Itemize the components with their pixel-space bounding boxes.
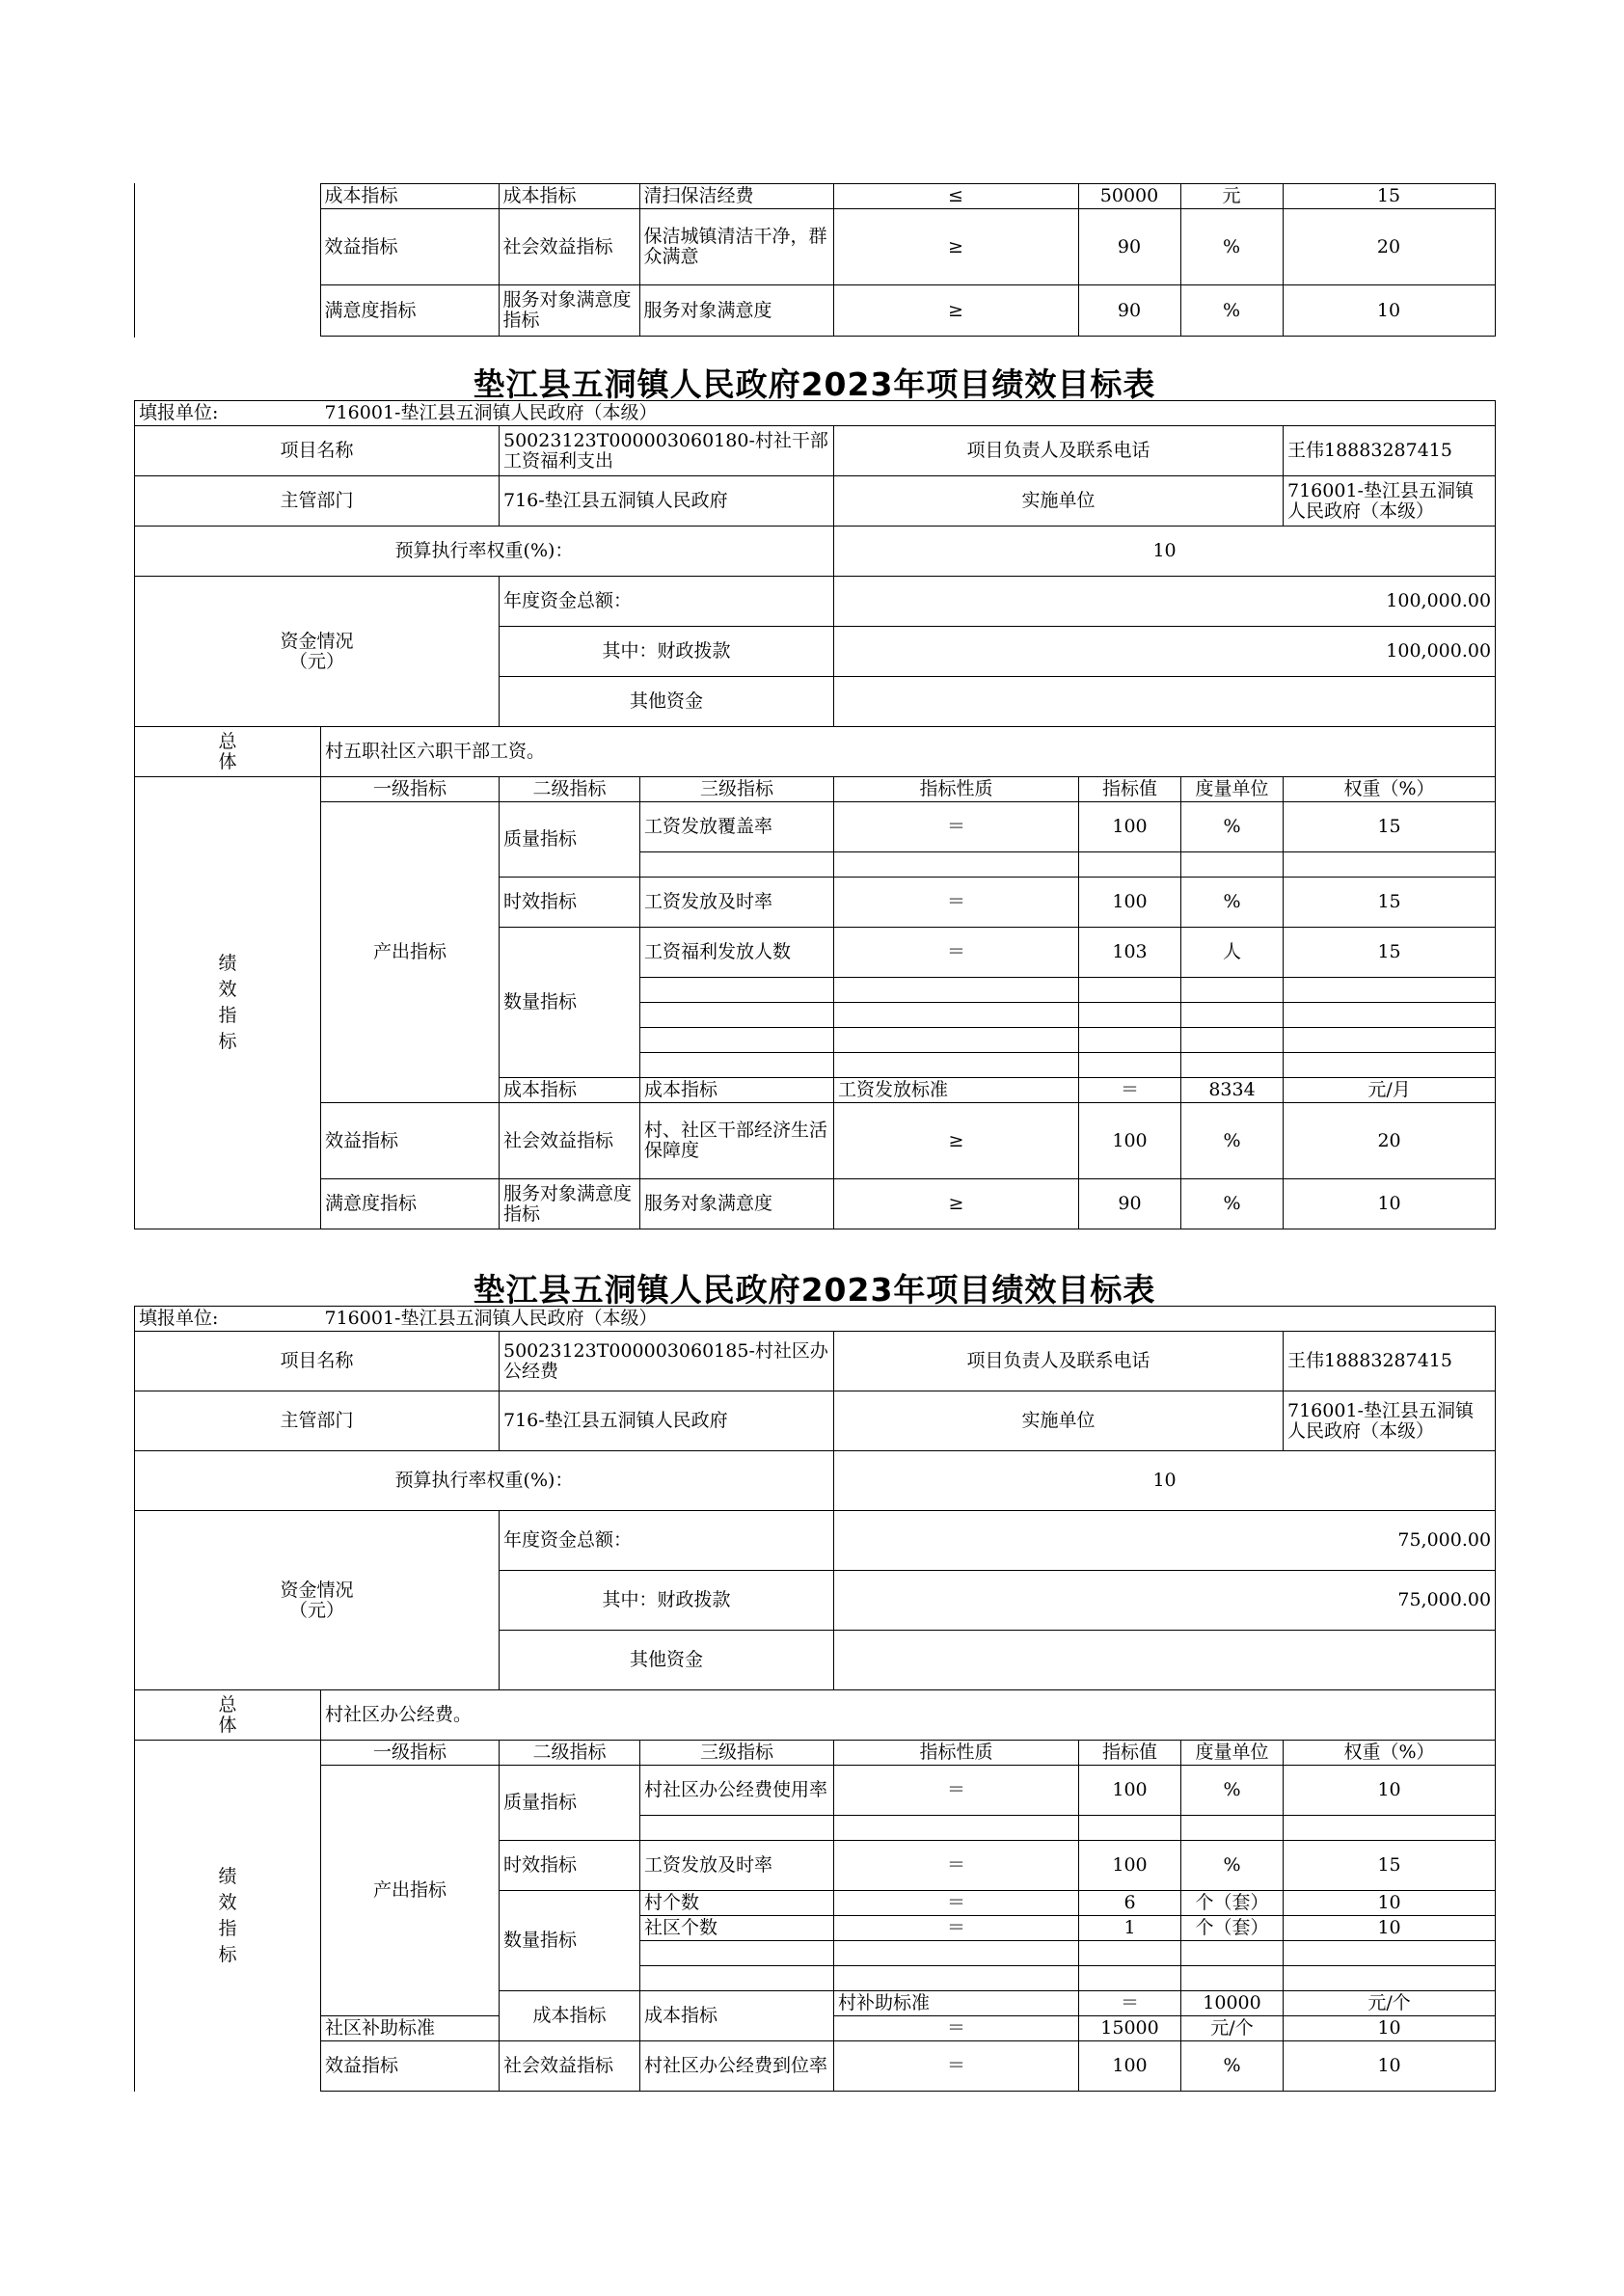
funds-label (135, 1511, 500, 1690)
budget-weight-value: 10 (834, 527, 1496, 577)
l3-cell: 清扫保洁经费 (639, 184, 833, 209)
value-cell: 90 (1078, 285, 1180, 337)
unit-cell: % (1181, 1179, 1284, 1229)
impl-label: 实施单位 (834, 476, 1284, 527)
fiscal-label: 其中：财政拨款 (500, 1571, 834, 1631)
quantity-label: 数量指标 (500, 1891, 640, 1991)
unit-cell: 元/月 (1284, 1078, 1496, 1103)
table-row (135, 1511, 1496, 1571)
dept-value: 716-垫江县五洞镇人民政府 (500, 476, 834, 527)
table-row (135, 1766, 1496, 1816)
header-value: 指标值 (1079, 777, 1181, 802)
table-row (135, 527, 1496, 577)
table-row (135, 426, 1496, 476)
overall-value: 村社区办公经费。 (321, 1690, 1496, 1741)
overall-char: 体 (218, 1714, 237, 1736)
header-weight: 权重（%） (1284, 777, 1496, 802)
unit-cell: % (1181, 878, 1284, 928)
dept-label: 主管部门 (135, 1391, 500, 1451)
quality-label: 质量指标 (500, 802, 640, 878)
unit-cell: % (1181, 1103, 1284, 1179)
table-row (135, 1451, 1496, 1511)
budget-weight-label: 预算执行率权重(%)： (135, 527, 834, 577)
unit-cell: 个（套） (1181, 1916, 1284, 1941)
header-nature: 指标性质 (834, 777, 1079, 802)
top-fragment-table (134, 183, 1496, 337)
weight-cell: 15 (1284, 1841, 1496, 1891)
l3-cell: 工资发放及时率 (640, 878, 834, 928)
social-label: 社会效益指标 (500, 2041, 640, 2092)
timeliness-label: 时效指标 (500, 1841, 640, 1891)
fiscal-label: 其中：财政拨款 (500, 627, 834, 677)
timeliness-label: 时效指标 (500, 878, 640, 928)
header-weight: 权重（%） (1284, 1741, 1496, 1766)
table-row (134, 209, 1495, 285)
table-row (135, 1307, 1496, 1332)
unit-cell: % (1181, 1766, 1284, 1816)
budget-weight-label: 预算执行率权重(%)： (135, 1451, 834, 1511)
perf-char: 效 (218, 979, 237, 1000)
funds-title: 资金情况 (280, 630, 354, 652)
l3-cell: 服务对象满意度 (639, 285, 833, 337)
funds-unit: （元） (288, 1599, 344, 1621)
header-l3: 三级指标 (640, 1741, 834, 1766)
l3-cell: 村补助标准 (834, 1991, 1079, 2016)
value-cell: 6 (1079, 1891, 1181, 1916)
other-value (834, 1631, 1496, 1690)
impl-value: 716001-垫江县五洞镇人民政府（本级） (1284, 476, 1496, 527)
l3-cell: 工资发放覆盖率 (640, 802, 834, 852)
l3-cell: 工资福利发放人数 (640, 928, 834, 978)
header-l3: 三级指标 (640, 777, 834, 802)
fill-unit-label: 填报单位: (135, 1307, 321, 1332)
funds-title: 资金情况 (280, 1579, 354, 1601)
header-nature: 指标性质 (834, 1741, 1079, 1766)
unit-cell: % (1181, 1841, 1284, 1891)
weight-cell: 15 (1284, 928, 1496, 978)
value-cell: 100 (1079, 1766, 1181, 1816)
unit-cell: 人 (1181, 928, 1284, 978)
nature-cell: ＝ (834, 1916, 1079, 1941)
l2-cell: 服务对象满意度指标 (499, 285, 639, 337)
table-row (135, 577, 1496, 627)
value-cell: 50000 (1078, 184, 1180, 209)
satisfaction-label: 满意度指标 (321, 1179, 500, 1229)
header-unit: 度量单位 (1181, 777, 1284, 802)
table-row (135, 401, 1496, 426)
quantity-label: 数量指标 (500, 928, 640, 1078)
table-row (135, 2041, 1496, 2092)
value-cell: 15000 (1079, 2016, 1181, 2041)
perf-char: 效 (218, 1891, 237, 1913)
unit-cell: 元/个 (1284, 1991, 1496, 2016)
l1-cell: 效益指标 (320, 209, 499, 285)
social-label: 社会效益指标 (500, 1103, 640, 1179)
dept-value: 716-垫江县五洞镇人民政府 (500, 1391, 834, 1451)
value-cell: 8334 (1181, 1078, 1284, 1103)
project-name-value: 50023123T000003060180-村社干部工资福利支出 (500, 426, 834, 476)
weight-cell: 10 (1284, 1179, 1496, 1229)
nature-cell: ＝ (834, 928, 1079, 978)
value-cell: 90 (1078, 209, 1180, 285)
unit-cell: % (1181, 802, 1284, 852)
weight-cell: 15 (1283, 184, 1495, 209)
annual-label: 年度资金总额： (500, 1511, 834, 1571)
table-row (134, 184, 1495, 209)
contact-value: 王伟18883287415 (1284, 426, 1496, 476)
funds-label (135, 577, 500, 727)
budget-weight-value: 10 (834, 1451, 1496, 1511)
project-name-label: 项目名称 (135, 426, 500, 476)
perf-label (135, 777, 321, 1229)
l1-cell: 成本指标 (320, 184, 499, 209)
l3-cell: 村社区办公经费使用率 (640, 1766, 834, 1816)
weight-cell: 20 (1284, 1103, 1496, 1179)
header-l2: 二级指标 (500, 777, 640, 802)
perf-char: 绩 (218, 1865, 237, 1887)
weight-cell: 15 (1284, 878, 1496, 928)
weight-cell: 10 (1284, 2041, 1496, 2092)
nature-cell: ≥ (833, 209, 1078, 285)
table-header-row (135, 1741, 1496, 1766)
project-name-label: 项目名称 (135, 1332, 500, 1391)
unit-cell: % (1180, 285, 1283, 337)
table-row (135, 1103, 1496, 1179)
contact-label: 项目负责人及联系电话 (834, 426, 1284, 476)
fill-unit-value: 716001-垫江县五洞镇人民政府（本级） (321, 1307, 1496, 1332)
nature-cell: ＝ (834, 878, 1079, 928)
performance-table-2 (134, 1306, 1496, 2092)
nature-cell: ≤ (833, 184, 1078, 209)
annual-value: 75,000.00 (834, 1511, 1496, 1571)
l3-cell: 村、社区干部经济生活保障度 (640, 1103, 834, 1179)
value-cell: 90 (1079, 1179, 1181, 1229)
table-row (135, 727, 1496, 777)
contact-label: 项目负责人及联系电话 (834, 1332, 1284, 1391)
nature-cell: ＝ (834, 1891, 1079, 1916)
nature-cell: ＝ (834, 2041, 1079, 2092)
impl-label: 实施单位 (834, 1391, 1284, 1451)
weight-cell: 20 (1283, 209, 1495, 285)
table-row (134, 285, 1495, 337)
unit-cell: 个（套） (1181, 1891, 1284, 1916)
other-label: 其他资金 (500, 677, 834, 727)
funds-unit: （元） (288, 650, 344, 672)
l3-cell: 社区补助标准 (321, 2016, 500, 2041)
l3-cell: 工资发放及时率 (640, 1841, 834, 1891)
perf-char: 标 (218, 1031, 237, 1052)
l1-cell: 满意度指标 (320, 285, 499, 337)
header-l2: 二级指标 (500, 1741, 640, 1766)
table2-title: 垫江县五洞镇人民政府2023年项目绩效目标表 (473, 1271, 1156, 1309)
performance-table-1 (134, 400, 1496, 1229)
table-row (135, 476, 1496, 527)
value-cell: 10000 (1181, 1991, 1284, 2016)
value-cell: 100 (1079, 1103, 1181, 1179)
nature-cell: ≥ (834, 1179, 1079, 1229)
table-header-row (135, 777, 1496, 802)
overall-label (135, 1690, 321, 1741)
fill-unit-label: 填报单位: (135, 401, 321, 426)
overall-char: 总 (218, 1693, 237, 1715)
project-name-value: 50023123T000003060185-村社区办公经费 (500, 1332, 834, 1391)
table1-title: 垫江县五洞镇人民政府2023年项目绩效目标表 (473, 365, 1156, 403)
nature-cell: ≥ (833, 285, 1078, 337)
perf-label (135, 1741, 321, 2092)
nature-cell: ＝ (834, 2016, 1079, 2041)
l2-cell: 社会效益指标 (499, 209, 639, 285)
overall-char: 总 (218, 730, 237, 752)
header-value: 指标值 (1079, 1741, 1181, 1766)
fiscal-value: 100,000.00 (834, 627, 1496, 677)
fiscal-value: 75,000.00 (834, 1571, 1496, 1631)
value-cell: 100 (1079, 802, 1181, 852)
benefit-label: 效益指标 (321, 1103, 500, 1179)
overall-value: 村五职社区六职干部工资。 (321, 727, 1496, 777)
table-row (135, 1179, 1496, 1229)
perf-char: 绩 (218, 953, 237, 974)
value-cell: 100 (1079, 878, 1181, 928)
dept-label: 主管部门 (135, 476, 500, 527)
impl-value: 716001-垫江县五洞镇人民政府（本级） (1284, 1391, 1496, 1451)
l3-cell: 服务对象满意度 (640, 1179, 834, 1229)
output-label: 产出指标 (321, 1766, 500, 2016)
value-cell: 100 (1079, 1841, 1181, 1891)
annual-value: 100,000.00 (834, 577, 1496, 627)
unit-cell: 元/个 (1181, 2016, 1284, 2041)
table-row (135, 1391, 1496, 1451)
output-label: 产出指标 (321, 802, 500, 1103)
unit-cell: % (1180, 209, 1283, 285)
weight-cell: 10 (1283, 285, 1495, 337)
contact-value: 王伟18883287415 (1284, 1332, 1496, 1391)
nature-cell: ＝ (834, 1766, 1079, 1816)
weight-cell: 10 (1284, 2016, 1496, 2041)
quality-label: 质量指标 (500, 1766, 640, 1841)
service-sat-label: 服务对象满意度指标 (500, 1179, 640, 1229)
other-label: 其他资金 (500, 1631, 834, 1690)
table-row (135, 1690, 1496, 1741)
annual-label: 年度资金总额： (500, 577, 834, 627)
perf-char: 指 (218, 1005, 237, 1026)
header-unit: 度量单位 (1181, 1741, 1284, 1766)
table-row (135, 1332, 1496, 1391)
header-l1: 一级指标 (321, 1741, 500, 1766)
value-cell: 103 (1079, 928, 1181, 978)
weight-cell: 10 (1284, 1916, 1496, 1941)
weight-cell: 15 (1284, 802, 1496, 852)
perf-char: 标 (218, 1943, 237, 1965)
l3-cell: 工资发放标准 (834, 1078, 1079, 1103)
overall-label (135, 727, 321, 777)
cost-l2: 成本指标 (640, 1991, 834, 2041)
unit-cell: % (1181, 2041, 1284, 2092)
weight-cell: 10 (1284, 1891, 1496, 1916)
l3-cell: 村社区办公经费到位率 (640, 2041, 834, 2092)
nature-cell: ＝ (834, 802, 1079, 852)
cost-label: 成本指标 (500, 1991, 640, 2041)
unit-cell: 元 (1180, 184, 1283, 209)
table-row (135, 802, 1496, 852)
l3-cell: 保洁城镇清洁干净，群众满意 (639, 209, 833, 285)
l3-cell: 社区个数 (640, 1916, 834, 1941)
value-cell: 100 (1079, 2041, 1181, 2092)
nature-cell: ＝ (1079, 1991, 1181, 2016)
other-value (834, 677, 1496, 727)
l3-cell: 村个数 (640, 1891, 834, 1916)
l2-cell: 成本指标 (499, 184, 639, 209)
value-cell: 1 (1079, 1916, 1181, 1941)
benefit-label: 效益指标 (321, 2041, 500, 2092)
nature-cell: ≥ (834, 1103, 1079, 1179)
nature-cell: ＝ (834, 1841, 1079, 1891)
perf-char: 指 (218, 1917, 237, 1939)
weight-cell: 10 (1284, 1766, 1496, 1816)
header-l1: 一级指标 (321, 777, 500, 802)
cost-label: 成本指标 (500, 1078, 640, 1103)
nature-cell: ＝ (1079, 1078, 1181, 1103)
cost-l2: 成本指标 (640, 1078, 834, 1103)
overall-char: 体 (218, 750, 237, 772)
fill-unit-value: 716001-垫江县五洞镇人民政府（本级） (321, 401, 1496, 426)
